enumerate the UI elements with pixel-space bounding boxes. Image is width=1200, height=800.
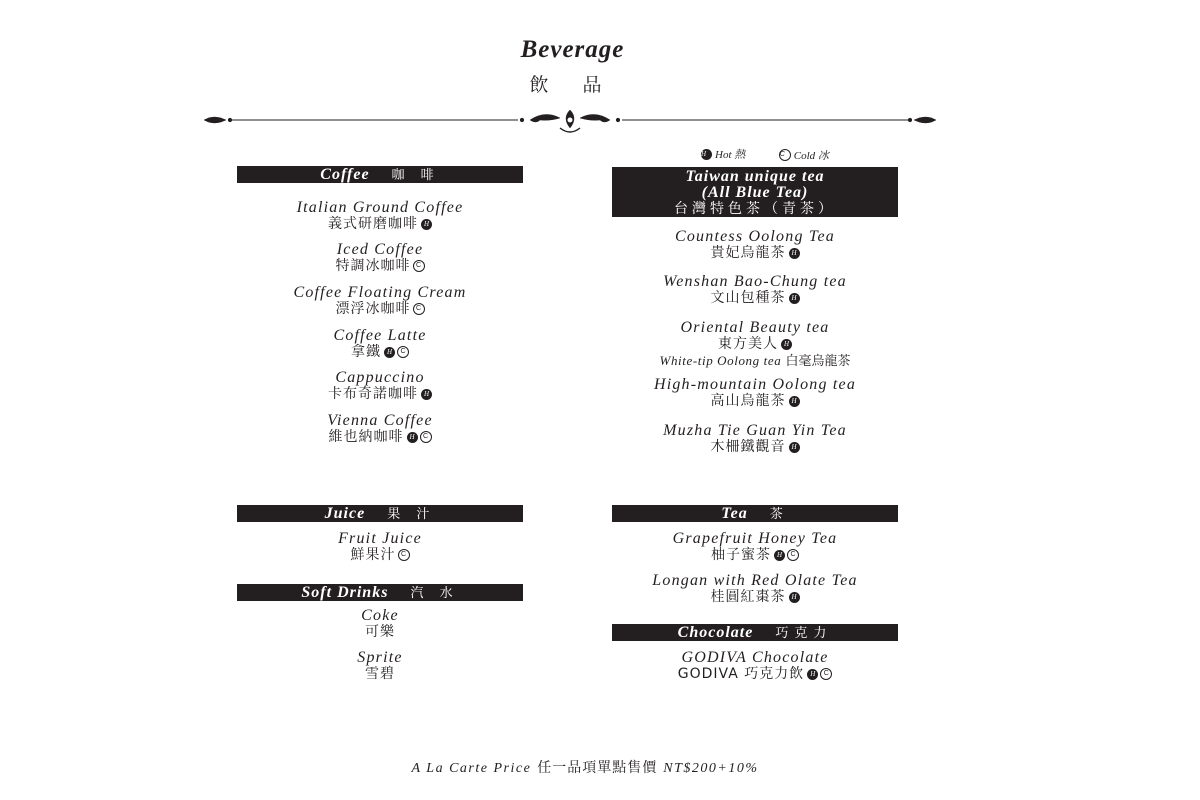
item-name-en: Wenshan Bao-Chung tea	[663, 273, 847, 290]
hot-icon: H	[421, 389, 432, 400]
item-name-en: GODIVA Chocolate	[681, 649, 829, 666]
hot-icon: H	[789, 396, 800, 407]
cold-icon: C	[420, 431, 432, 443]
footer-price-label-en: A La Carte Price	[411, 761, 532, 776]
legend-cold	[779, 147, 829, 163]
item-name-zh-row	[230, 301, 530, 318]
menu-item-countess-oolong-tea	[605, 228, 905, 262]
item-name-zh: 鮮果汁	[350, 547, 396, 563]
item-name-zh: 卡布奇諾咖啡	[328, 386, 418, 402]
item-name-en: Iced Coffee	[336, 241, 424, 258]
menu-title-en: Beverage	[520, 36, 625, 63]
item-name-zh-row	[605, 547, 905, 564]
ornamental-divider	[200, 106, 940, 138]
hot-icon: H	[807, 669, 818, 680]
item-name-zh-row	[605, 439, 905, 456]
item-name-zh: 柚子蜜茶	[711, 547, 771, 563]
item-alt-name	[605, 353, 905, 369]
chocolate-header-zh: 巧克力	[775, 626, 833, 641]
legend-hot	[701, 146, 745, 162]
hot-icon: H	[384, 347, 395, 358]
hot-icon: H	[701, 149, 712, 160]
footer-price-label-zh: 任一品項單點售價	[537, 760, 658, 776]
juice-header-en: Juice	[324, 505, 366, 522]
item-name-zh: 可樂	[365, 624, 395, 640]
item-name-zh-row	[605, 290, 905, 307]
coffee-header-zh: 咖 啡	[391, 168, 440, 183]
item-name-zh-row	[605, 589, 905, 606]
item-name-zh: 東方美人	[718, 336, 778, 352]
cold-icon: C	[787, 549, 799, 561]
taiwan-tea-header-en-line1: Taiwan unique tea	[685, 168, 825, 185]
item-name-zh-row	[230, 258, 530, 275]
item-name-zh: 貴妃烏龍茶	[710, 245, 786, 261]
footer-price-value: NT$200+10%	[663, 761, 759, 776]
taiwan-tea-header-zh: 台灣特色茶（青茶）	[674, 201, 836, 217]
menu-item-cappuccino	[230, 369, 530, 403]
coffee-header-en: Coffee	[320, 166, 370, 183]
item-name-en: Oriental Beauty tea	[680, 319, 830, 336]
cold-icon: C	[779, 149, 791, 161]
section-header-taiwan-tea	[612, 167, 898, 217]
item-name-en: Grapefruit Honey Tea	[672, 530, 838, 547]
item-name-zh-row	[230, 547, 530, 564]
hot-icon: H	[421, 219, 432, 230]
menu-item-godiva-chocolate	[605, 649, 905, 683]
item-name-zh-row	[605, 245, 905, 262]
cold-icon: C	[398, 549, 410, 561]
item-name-zh: 雪碧	[365, 666, 395, 682]
menu-item-wenshan-bao-chung-tea	[605, 273, 905, 307]
item-name-zh-row	[230, 429, 530, 446]
item-name-en: Vienna Coffee	[327, 412, 433, 429]
item-name-zh: 漂浮冰咖啡	[335, 301, 411, 317]
menu-title-zh: 飲 品	[529, 74, 616, 96]
hot-icon: H	[789, 248, 800, 259]
item-name-en: Fruit Juice	[338, 530, 422, 547]
item-name-en: Countess Oolong Tea	[674, 228, 835, 245]
price-footer	[0, 757, 1170, 777]
menu-item-fruit-juice	[230, 530, 530, 564]
menu-item-coke	[230, 607, 530, 641]
hot-icon: H	[789, 293, 800, 304]
menu-item-coffee-latte	[230, 327, 530, 361]
item-name-en: Sprite	[357, 649, 403, 666]
section-header-coffee	[237, 166, 523, 183]
item-name-zh-row	[605, 666, 905, 683]
item-name-zh-row	[230, 344, 530, 361]
menu-item-sprite	[230, 649, 530, 683]
cold-icon: C	[413, 303, 425, 315]
item-name-en: High-mountain Oolong tea	[653, 376, 857, 393]
section-header-chocolate	[612, 624, 898, 641]
item-name-zh: 拿鐵	[351, 344, 381, 360]
item-name-zh: 木柵鐵觀音	[710, 439, 786, 455]
hot-icon: H	[789, 592, 800, 603]
section-header-tea	[612, 505, 898, 522]
cold-icon: C	[820, 668, 832, 680]
hot-icon: H	[789, 442, 800, 453]
item-name-zh: 文山包種茶	[710, 290, 786, 306]
cold-icon: C	[413, 260, 425, 272]
menu-item-high-mountain-oolong-tea	[605, 376, 905, 410]
item-name-en: Coke	[361, 607, 399, 624]
hot-icon: H	[774, 550, 785, 561]
item-name-en: Coffee Floating Cream	[293, 284, 467, 301]
soft-drinks-header-en: Soft Drinks	[301, 584, 389, 601]
item-name-zh-row	[230, 216, 530, 233]
item-name-zh: 高山烏龍茶	[710, 393, 786, 409]
item-name-en: Cappuccino	[335, 369, 425, 386]
menu-item-coffee-floating-cream	[230, 284, 530, 318]
section-header-juice	[237, 505, 523, 522]
taiwan-tea-header-en-line2: (All Blue Tea)	[701, 184, 809, 201]
item-name-en: Italian Ground Coffee	[296, 199, 464, 216]
item-name-en: Longan with Red Olate Tea	[652, 572, 858, 589]
menu-item-italian-ground-coffee	[230, 199, 530, 233]
menu-item-iced-coffee	[230, 241, 530, 275]
menu-item-longan-red-olate-tea	[605, 572, 905, 606]
menu-item-oriental-beauty-tea	[605, 319, 905, 369]
item-name-zh-row	[605, 393, 905, 410]
soft-drinks-header-zh: 汽 水	[410, 586, 459, 601]
section-header-soft-drinks	[237, 584, 523, 601]
item-name-zh: 桂圓紅棗茶	[710, 589, 786, 605]
menu-item-vienna-coffee	[230, 412, 530, 446]
juice-header-zh: 果 汁	[387, 507, 436, 522]
hot-icon: H	[781, 339, 792, 350]
hot-icon: H	[407, 432, 418, 443]
temperature-legend	[701, 146, 829, 163]
item-alt-name-zh: 白毫烏龍茶	[785, 354, 851, 369]
legend-cold-label: Cold 冰	[793, 149, 829, 162]
item-name-zh: 維也納咖啡	[328, 429, 404, 445]
legend-hot-label: Hot 熱	[715, 149, 746, 161]
tea-header-zh: 茶	[769, 507, 789, 522]
cold-icon: C	[397, 346, 409, 358]
item-name-en: Muzha Tie Guan Yin Tea	[663, 422, 847, 439]
item-name-zh-row	[230, 386, 530, 403]
item-name-zh: 特調冰咖啡	[335, 258, 411, 274]
item-name-zh: GODIVA 巧克力飲	[677, 666, 805, 682]
tea-header-en: Tea	[721, 505, 748, 522]
menu-item-muzha-tie-guan-yin-tea	[605, 422, 905, 456]
item-name-zh-row	[605, 336, 905, 353]
item-name-zh: 義式研磨咖啡	[328, 216, 418, 232]
menu-item-grapefruit-honey-tea	[605, 530, 905, 564]
chocolate-header-en: Chocolate	[677, 624, 754, 641]
item-alt-name-en: White-tip Oolong tea	[659, 353, 782, 368]
item-name-en: Coffee Latte	[333, 327, 427, 344]
